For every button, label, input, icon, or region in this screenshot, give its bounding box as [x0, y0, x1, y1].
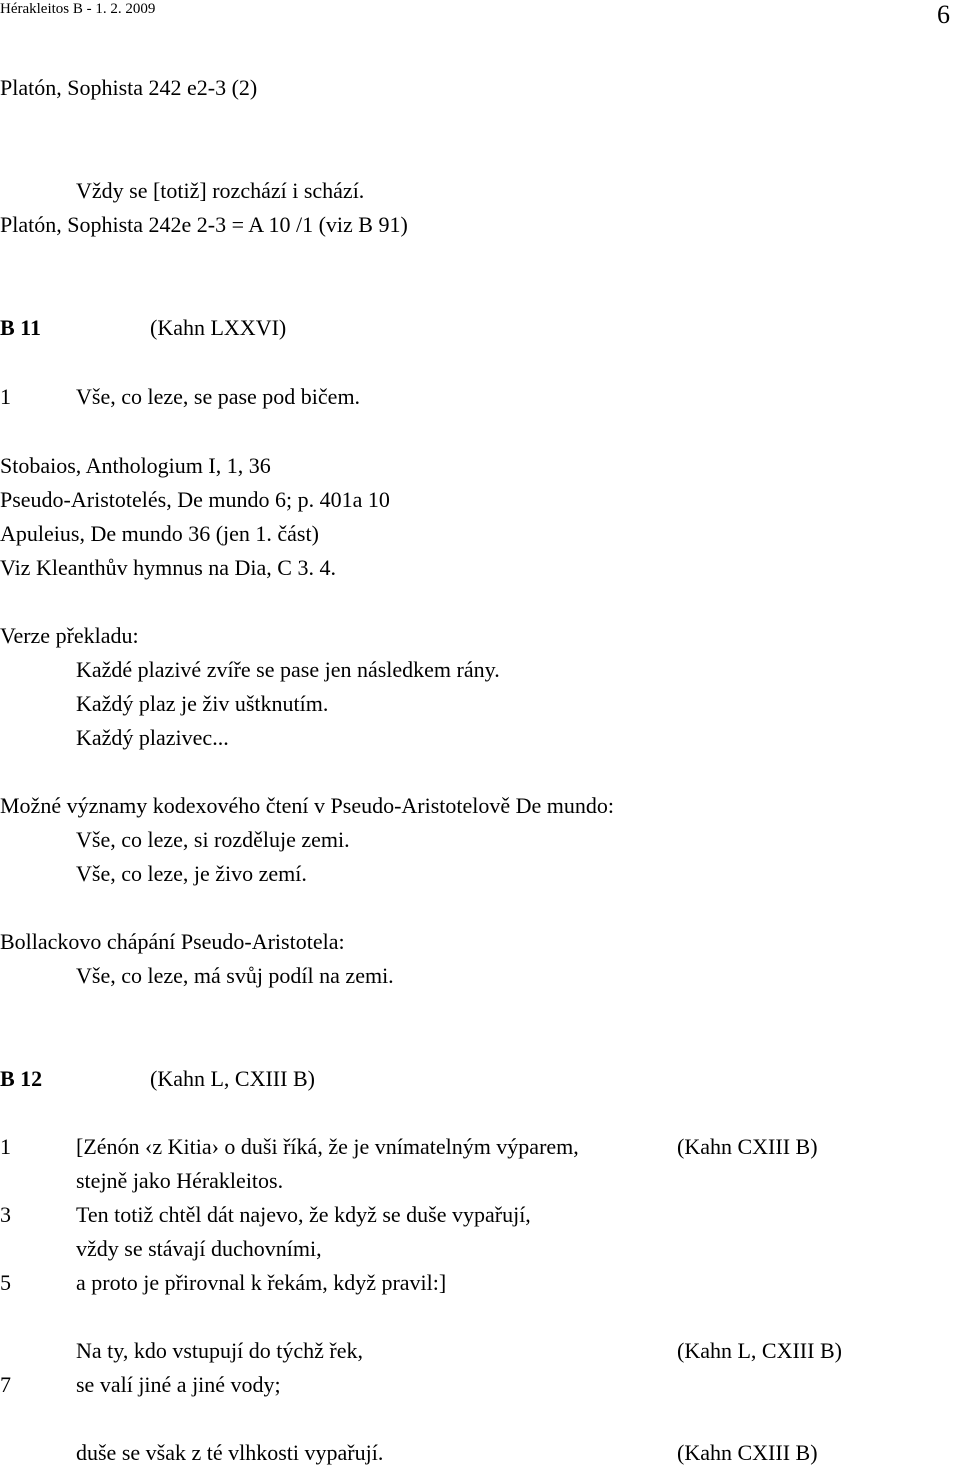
versions-heading: Verze překladu: — [0, 623, 139, 648]
bollack-line: Vše, co leze, má svůj podíl na zemi. — [76, 963, 394, 988]
fragment-line: a proto je přirovnal k řekám, když pravil:] — [76, 1270, 447, 1295]
line-number: 1 — [0, 1134, 11, 1159]
version-line: Každý plazivec... — [76, 725, 229, 750]
fragment-label-b11: B 11 — [0, 315, 41, 340]
fragment-line: se valí jiné a jiné vody; — [76, 1372, 281, 1397]
line-number: 5 — [0, 1270, 11, 1295]
kahn-ref-b12: (Kahn L, CXIII B) — [150, 1066, 315, 1091]
reading-line: Vše, co leze, je živo zemí. — [76, 861, 307, 886]
line-number: 3 — [0, 1202, 11, 1227]
source-heading: Platón, Sophista 242 e2-3 (2) — [0, 75, 258, 100]
source-line: Stobaios, Anthologium I, 1, 36 — [0, 453, 271, 478]
fragment-line: vždy se stávají duchovními, — [76, 1236, 322, 1261]
fragment-line: Na ty, kdo vstupují do týchž řek, — [76, 1338, 363, 1363]
fragment-reference: Platón, Sophista 242e 2-3 = A 10 /1 (viz B 91) — [0, 212, 408, 237]
fragment-text: Vše, co leze, se pase pod bičem. — [76, 384, 361, 409]
version-line: Každý plaz je živ uštknutím. — [76, 691, 329, 716]
line-kahn-ref: (Kahn L, CXIII B) — [677, 1338, 842, 1363]
source-line: Pseudo-Aristotelés, De mundo 6; p. 401a 10 — [0, 487, 390, 512]
fragment-label-b12: B 12 — [0, 1066, 43, 1091]
line-number: 1 — [0, 384, 11, 409]
kahn-ref-b11: (Kahn LXXVI) — [150, 315, 287, 340]
line-kahn-ref: (Kahn CXIII B) — [677, 1134, 818, 1159]
line-number: 7 — [0, 1372, 11, 1397]
bollack-heading: Bollackovo chápání Pseudo-Aristotela: — [0, 929, 345, 954]
fragment-line: stejně jako Hérakleitos. — [76, 1168, 284, 1193]
source-line: Viz Kleanthův hymnus na Dia, C 3. 4. — [0, 555, 336, 580]
fragment-line: [Zénón ‹z Kitia› o duši říká, že je vnímatelným výparem, — [76, 1134, 579, 1159]
fragment-line: Ten totiž chtěl dát najevo, že když se duše vypařují, — [76, 1202, 531, 1227]
running-title: Hérakleitos B - 1. 2. 2009 — [0, 1, 156, 17]
page-number: 6 — [937, 0, 950, 29]
fragment-quote: Vždy se [totiž] rozchází i schází. — [76, 178, 365, 203]
version-line: Každé plazivé zvíře se pase jen následkem rány. — [76, 657, 500, 682]
line-kahn-ref: (Kahn CXIII B) — [677, 1440, 818, 1465]
reading-line: Vše, co leze, si rozděluje zemi. — [76, 827, 350, 852]
fragment-line: duše se však z té vlhkosti vypařují. — [76, 1440, 384, 1465]
source-line: Apuleius, De mundo 36 (jen 1. část) — [0, 521, 319, 546]
readings-heading: Možné významy kodexového čtení v Pseudo-Aristotelově De mundo: — [0, 793, 615, 818]
